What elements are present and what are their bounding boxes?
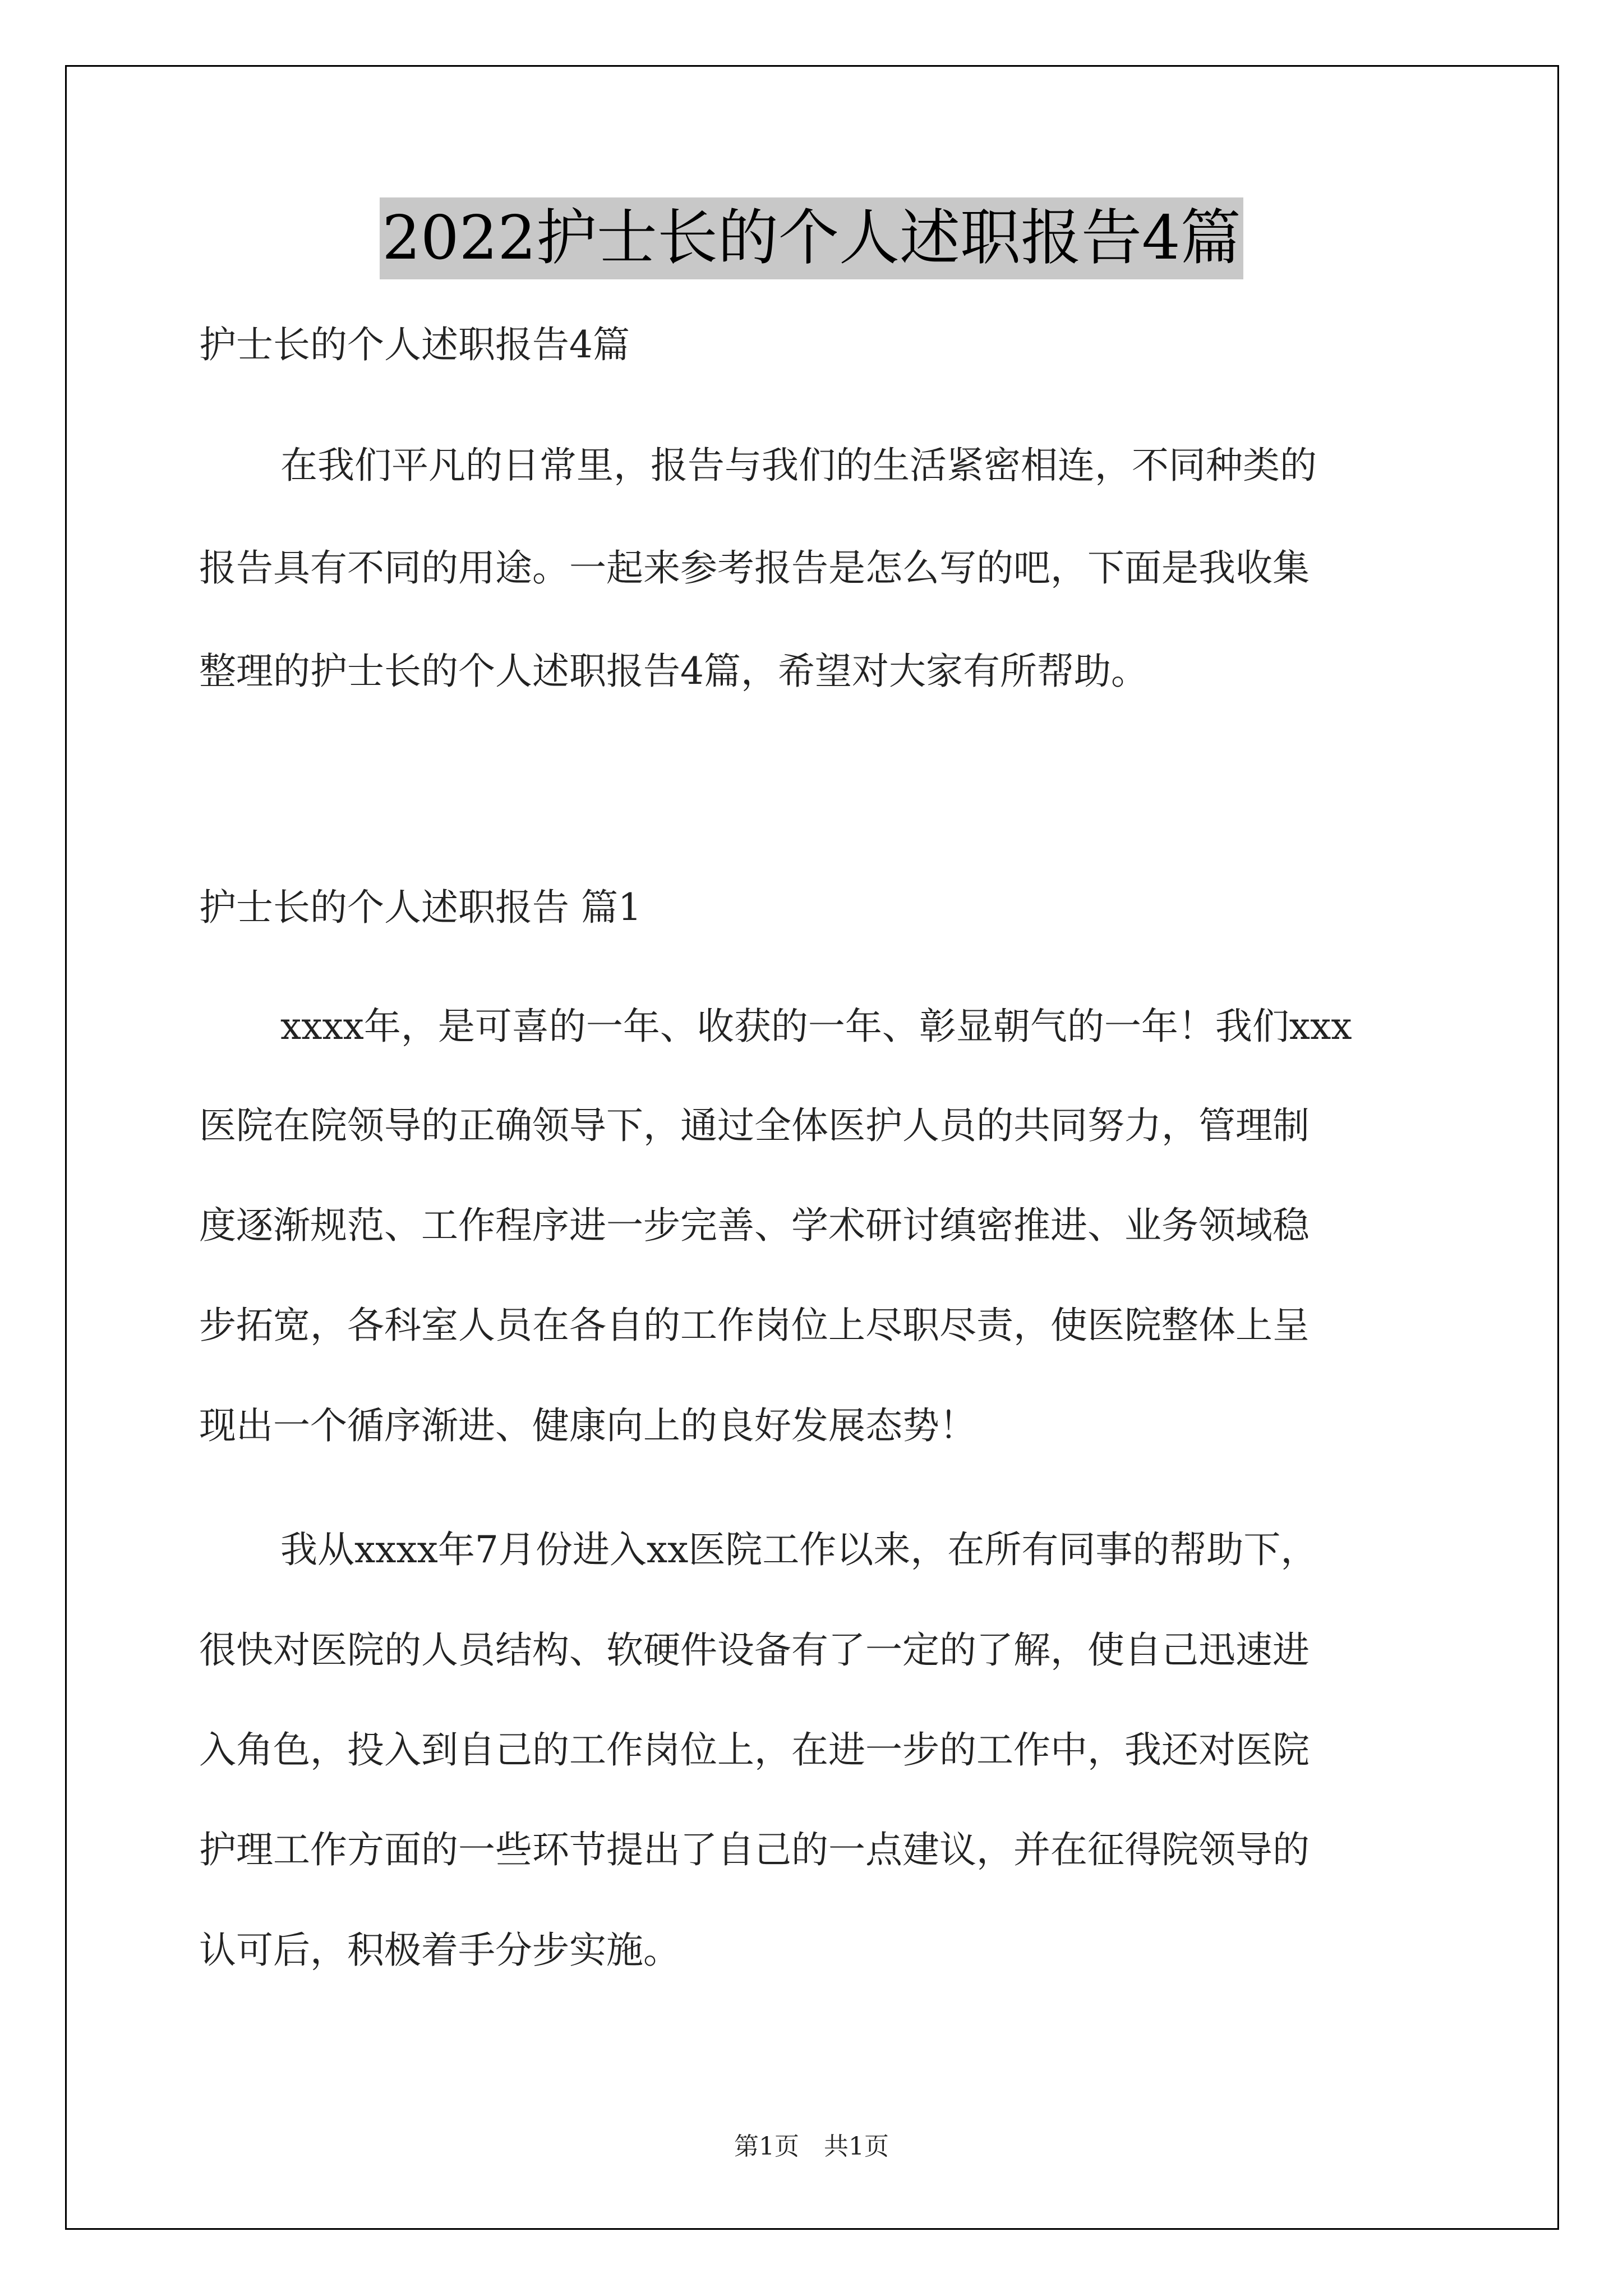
paragraph-line: 医院在院领导的正确领导下，通过全体医护人员的共同努力，管理制 <box>199 1104 1310 1147</box>
document-title: 2022护士长的个人述职报告4篇 <box>380 197 1243 279</box>
paragraph-line: 我从xxxx年7月份进入xx医院工作以来，在所有同事的帮助下， <box>280 1528 1318 1571</box>
paragraph-line: 度逐渐规范、工作程序进一步完善、学术研讨缜密推进、业务领域稳 <box>199 1204 1310 1247</box>
paragraph-line: 步拓宽，各科室人员在各自的工作岗位上尽职尽责，使医院整体上呈 <box>199 1304 1310 1347</box>
intro-line: 报告具有不同的用途。一起来参考报告是怎么写的吧，下面是我收集 <box>199 546 1310 590</box>
page-footer: 第1页 共1页 <box>734 2132 889 2161</box>
intro-line: 整理的护士长的个人述职报告4篇，希望对大家有所帮助。 <box>199 650 1148 693</box>
section-heading: 护士长的个人述职报告 篇1 <box>199 886 642 929</box>
paragraph-line: 入角色，投入到自己的工作岗位上，在进一步的工作中，我还对医院 <box>199 1728 1310 1772</box>
paragraph-line: 现出一个循序渐进、健康向上的良好发展态势！ <box>199 1404 976 1447</box>
paragraph-line: 认可后，积极着手分步实施。 <box>199 1929 680 1972</box>
paragraph-line: xxxx年，是可喜的一年、收获的一年、彰显朝气的一年！我们xxx <box>280 1005 1352 1048</box>
title-container <box>0 197 1623 279</box>
paragraph-line: 护理工作方面的一些环节提出了自己的一点建议，并在征得院领导的 <box>199 1828 1310 1871</box>
document-subtitle: 护士长的个人述职报告4篇 <box>199 323 630 366</box>
paragraph-line: 很快对医院的人员结构、软硬件设备有了一定的了解，使自己迅速进 <box>199 1628 1310 1672</box>
intro-line: 在我们平凡的日常里，报告与我们的生活紧密相连，不同种类的 <box>280 444 1317 487</box>
